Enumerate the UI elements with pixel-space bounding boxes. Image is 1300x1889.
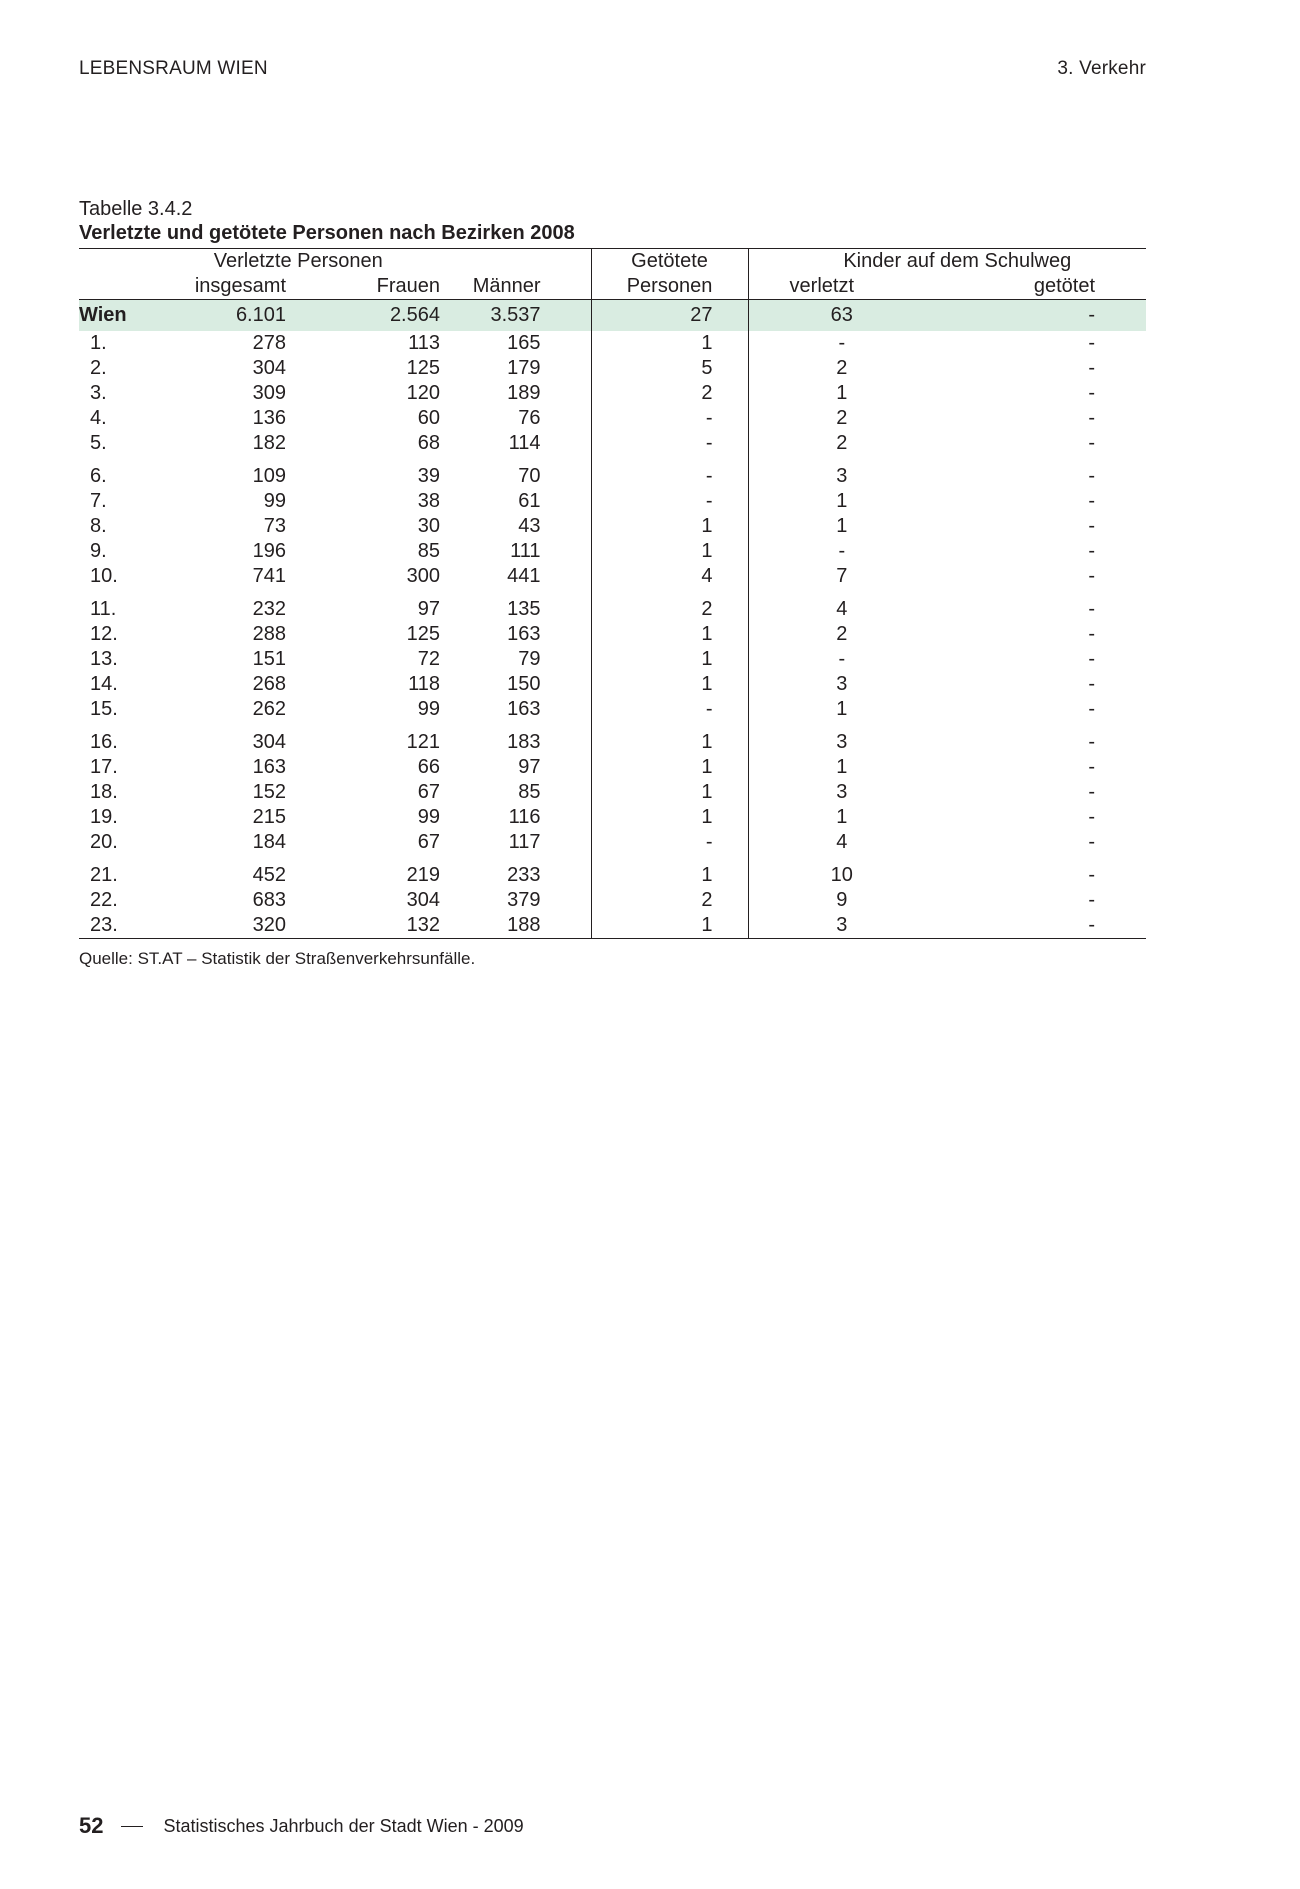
injured-total: 304 <box>252 731 286 753</box>
injured-women: 121 <box>406 731 440 753</box>
injured-total: 452 <box>252 864 286 886</box>
injured-men: 135 <box>455 589 591 622</box>
page-footer <box>79 1813 524 1839</box>
col-group-children: Kinder auf dem Schulweg <box>843 250 1072 272</box>
children-killed: - <box>1088 698 1096 720</box>
children-killed: - <box>1088 889 1096 911</box>
injured-women: 68 <box>417 432 440 454</box>
children-injured: 10 <box>830 864 853 886</box>
children-injured: 7 <box>836 565 848 587</box>
injured-total: 182 <box>252 432 286 454</box>
col-men: Männer <box>455 274 591 300</box>
children-injured: 1 <box>836 490 848 512</box>
children-injured: 4 <box>836 598 848 620</box>
table-row <box>79 381 1146 406</box>
killed-total: 1 <box>591 539 748 564</box>
injured-total: 320 <box>252 914 286 936</box>
district-label: 11. <box>90 598 117 620</box>
injured-men: 76 <box>455 406 591 431</box>
injured-men: 183 <box>455 722 591 755</box>
injured-women: 66 <box>417 756 440 778</box>
children-injured: 1 <box>836 698 848 720</box>
table-row <box>79 406 1146 431</box>
children-injured: 3 <box>836 914 848 936</box>
killed-total: 2 <box>591 589 748 622</box>
injured-total: 309 <box>252 382 286 404</box>
table-row <box>79 805 1146 830</box>
injured-women: 120 <box>406 382 440 404</box>
injured-men: 189 <box>455 381 591 406</box>
injured-total: 304 <box>252 357 286 379</box>
injured-women: 38 <box>417 490 440 512</box>
injured-total: 683 <box>252 889 286 911</box>
col-killed-line1: Getötete <box>591 249 748 275</box>
header-row-1 <box>79 249 1146 275</box>
children-killed: - <box>1088 914 1096 936</box>
table-row <box>79 431 1146 456</box>
injured-men: 441 <box>455 564 591 589</box>
children-injured: 2 <box>836 623 848 645</box>
killed-total: - <box>591 830 748 855</box>
injured-total: 268 <box>252 673 286 695</box>
children-killed: - <box>1088 382 1096 404</box>
col-total: insgesamt <box>194 275 286 297</box>
children-killed: - <box>1088 831 1096 853</box>
injured-women: 60 <box>417 407 440 429</box>
injured-total: 163 <box>252 756 286 778</box>
children-injured: 3 <box>836 781 848 803</box>
district-label: 18. <box>90 781 118 803</box>
children-killed: - <box>1088 465 1096 487</box>
injured-women: 113 <box>408 332 440 354</box>
injured-total: 151 <box>252 648 286 670</box>
district-label: 3. <box>90 382 107 404</box>
children-killed: - <box>1088 598 1096 620</box>
table-row <box>79 855 1146 888</box>
table-row <box>79 913 1146 939</box>
table-row <box>79 539 1146 564</box>
children-killed: - <box>1088 648 1096 670</box>
children-injured: 1 <box>836 806 848 828</box>
injured-men: 114 <box>455 431 591 456</box>
children-injured: 4 <box>836 831 848 853</box>
killed-total: - <box>591 489 748 514</box>
table-row <box>79 647 1146 672</box>
table-row <box>79 888 1146 913</box>
children-killed: - <box>1088 490 1096 512</box>
children-killed: - <box>1088 432 1096 454</box>
table-row <box>79 722 1146 755</box>
table-row <box>79 697 1146 722</box>
killed-total: 4 <box>591 564 748 589</box>
children-injured: - <box>838 332 846 354</box>
killed-total: 2 <box>591 381 748 406</box>
district-label: 7. <box>90 490 107 512</box>
children-injured: 9 <box>836 889 848 911</box>
injured-men: 379 <box>455 888 591 913</box>
injured-total: 288 <box>252 623 286 645</box>
children-injured: - <box>838 648 846 670</box>
injured-men: 150 <box>455 672 591 697</box>
col-children-injured: verletzt <box>789 275 855 297</box>
children-killed: - <box>1088 565 1096 587</box>
table-row <box>79 456 1146 489</box>
injured-total: 184 <box>252 831 286 853</box>
district-label: 22. <box>90 889 118 911</box>
children-injured: 1 <box>836 756 848 778</box>
district-label: 8. <box>90 515 107 537</box>
children-injured: 3 <box>836 465 848 487</box>
district-label: 21. <box>90 864 118 886</box>
children-killed: - <box>1088 357 1096 379</box>
district-label: 4. <box>90 407 107 429</box>
col-killed-line2: Personen <box>591 274 748 300</box>
injured-women: 72 <box>417 648 440 670</box>
children-injured: 2 <box>836 357 848 379</box>
children-killed: - <box>1088 540 1096 562</box>
district-label: 12. <box>90 623 118 645</box>
source-note: Quelle: ST.AT – Statistik der Straßenverkehrsunfälle. <box>79 949 476 968</box>
killed-total: 1 <box>591 855 748 888</box>
killed-total: 2 <box>591 888 748 913</box>
table-row <box>79 356 1146 381</box>
children-injured: 2 <box>836 432 848 454</box>
killed-total: - <box>591 697 748 722</box>
district-label: 6. <box>90 465 107 487</box>
injured-women: 125 <box>406 357 440 379</box>
district-label: 23. <box>90 914 118 936</box>
killed-total: 1 <box>591 780 748 805</box>
killed-total: - <box>591 456 748 489</box>
injured-men: 188 <box>455 913 591 939</box>
children-killed: - <box>1088 781 1096 803</box>
table-row-wien <box>79 300 1146 332</box>
injured-women: 30 <box>417 515 440 537</box>
injured-women: 99 <box>417 698 440 720</box>
injured-men: 3.537 <box>455 300 591 332</box>
children-injured: 63 <box>748 300 935 332</box>
district-label: 5. <box>90 432 107 454</box>
killed-total: 1 <box>591 331 748 356</box>
publication-title: Statistisches Jahrbuch der Stadt Wien - 2009 <box>163 1815 524 1836</box>
injured-men: 70 <box>455 456 591 489</box>
table-row <box>79 489 1146 514</box>
killed-total: 1 <box>591 647 748 672</box>
killed-total: 27 <box>591 300 748 332</box>
running-header <box>79 58 1146 80</box>
children-killed: - <box>935 300 1146 332</box>
injured-women: 67 <box>417 831 440 853</box>
killed-total: 5 <box>591 356 748 381</box>
children-injured: 3 <box>836 731 848 753</box>
injured-women: 304 <box>406 889 440 911</box>
injured-men: 61 <box>455 489 591 514</box>
children-killed: - <box>1088 731 1096 753</box>
district-label: Wien <box>79 300 176 332</box>
injured-women: 300 <box>406 565 440 587</box>
children-killed: - <box>1088 623 1096 645</box>
killed-total: - <box>591 431 748 456</box>
children-injured: 2 <box>836 407 848 429</box>
injured-total: 215 <box>252 806 286 828</box>
killed-total: 1 <box>591 722 748 755</box>
injured-total: 109 <box>252 465 286 487</box>
injured-men: 163 <box>455 622 591 647</box>
table-row <box>79 564 1146 589</box>
table-title: Verletzte und getötete Personen nach Bezirken 2008 <box>79 222 575 244</box>
district-label: 1. <box>90 332 107 354</box>
page-number: 52 <box>79 1813 104 1838</box>
district-label: 20. <box>90 831 118 853</box>
injured-total: 741 <box>252 565 286 587</box>
injured-women: 39 <box>417 465 440 487</box>
district-label: 17. <box>90 756 118 778</box>
injured-total: 196 <box>252 540 286 562</box>
children-killed: - <box>1088 864 1096 886</box>
district-label: 15. <box>90 698 118 720</box>
killed-total: 1 <box>591 622 748 647</box>
injured-total: 136 <box>252 407 286 429</box>
children-injured: 1 <box>836 382 848 404</box>
children-injured: 3 <box>836 673 848 695</box>
injured-men: 163 <box>455 697 591 722</box>
injured-women: 67 <box>417 781 440 803</box>
col-group-injured: Verletzte Personen <box>176 249 591 275</box>
injured-men: 116 <box>455 805 591 830</box>
table-row <box>79 780 1146 805</box>
children-injured: - <box>838 540 846 562</box>
killed-total: 1 <box>591 755 748 780</box>
header-section-title: LEBENSRAUM WIEN <box>79 58 268 79</box>
injured-women: 118 <box>408 673 440 695</box>
table-row <box>79 622 1146 647</box>
injured-men: 79 <box>455 647 591 672</box>
children-killed: - <box>1088 673 1096 695</box>
injured-men: 97 <box>455 755 591 780</box>
injured-women: 219 <box>406 864 440 886</box>
district-label: 14. <box>90 673 118 695</box>
injured-total: 152 <box>252 781 286 803</box>
injured-total: 278 <box>252 332 286 354</box>
children-injured: 1 <box>836 515 848 537</box>
table-row <box>79 755 1146 780</box>
injured-men: 111 <box>455 539 591 564</box>
children-killed: - <box>1088 756 1096 778</box>
district-label: 10. <box>90 565 118 587</box>
injured-total: 232 <box>252 598 286 620</box>
district-label: 16. <box>90 731 118 753</box>
injured-women: 97 <box>417 598 440 620</box>
district-label: 9. <box>90 540 107 562</box>
killed-total: 1 <box>591 514 748 539</box>
injured-women: 2.564 <box>318 300 455 332</box>
killed-total: 1 <box>591 672 748 697</box>
injured-men: 43 <box>455 514 591 539</box>
table-number: Tabelle 3.4.2 <box>79 198 193 220</box>
district-label: 19. <box>90 806 118 828</box>
injured-men: 179 <box>455 356 591 381</box>
children-killed: - <box>1088 407 1096 429</box>
header-row-2 <box>79 274 1146 300</box>
table-row <box>79 672 1146 697</box>
table-row <box>79 514 1146 539</box>
injured-men: 233 <box>455 855 591 888</box>
injured-men: 165 <box>455 331 591 356</box>
injured-women: 99 <box>417 806 440 828</box>
district-label: 2. <box>90 357 107 379</box>
header-chapter-title: 3. Verkehr <box>1057 58 1146 79</box>
children-killed: - <box>1088 515 1096 537</box>
injured-women: 85 <box>417 540 440 562</box>
table-block <box>79 197 1146 969</box>
killed-total: - <box>591 406 748 431</box>
data-table <box>79 248 1146 939</box>
injured-women: 132 <box>406 914 440 936</box>
col-women: Frauen <box>376 275 440 297</box>
table-row <box>79 830 1146 855</box>
injured-total: 73 <box>263 515 286 537</box>
injured-total: 99 <box>263 490 286 512</box>
injured-total: 262 <box>252 698 286 720</box>
killed-total: 1 <box>591 805 748 830</box>
injured-men: 117 <box>455 830 591 855</box>
footer-dash <box>121 1826 143 1827</box>
district-label: 13. <box>90 648 118 670</box>
children-killed: - <box>1088 332 1096 354</box>
col-children-killed: getötet <box>1033 275 1096 297</box>
killed-total: 1 <box>591 913 748 939</box>
injured-total: 6.101 <box>176 300 318 332</box>
table-row <box>79 331 1146 356</box>
children-killed: - <box>1088 806 1096 828</box>
table-body <box>79 300 1146 939</box>
injured-men: 85 <box>455 780 591 805</box>
table-row <box>79 589 1146 622</box>
injured-women: 125 <box>406 623 440 645</box>
